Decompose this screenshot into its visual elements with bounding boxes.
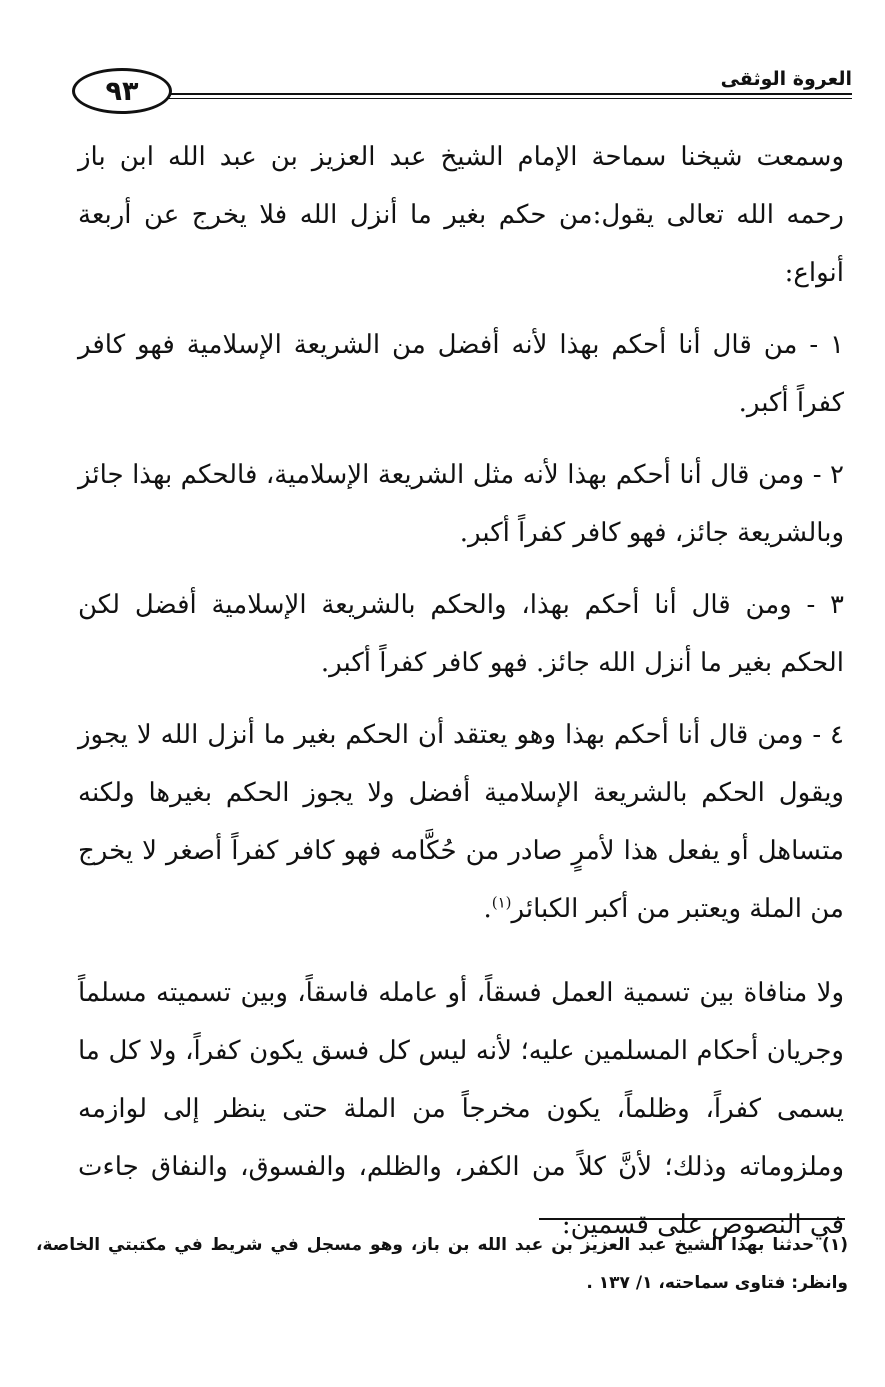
page-number: ٩٣ <box>72 68 172 114</box>
body-text <box>78 128 844 1254</box>
list-item-4-text: ٤ - ومن قال أنا أحكم بهذا وهو يعتقد أن الحكم بغير ما أنزل الله لا يجوز ويقول الحكم بالشريعة الإسلامية أفضل ولا يجوز الحكم بغيرها ولكنه متساهل أو يفعل هذا لأمرٍ صادر من حُكَّامه فهو كافر كفراً أصغر لا يخرج من الملة ويعتبر من أكبر الكبائر <box>78 720 844 924</box>
footnote-1: (١) حدثنا بهذا الشيخ عبد العزيز بن عبد الله بن باز، وهو مسجل في شريط في مكتبتي الخاصة، وانظر: فتاوى سماحته، ١/ ١٣٧ . <box>36 1235 848 1293</box>
list-item-1: ١ - من قال أنا أحكم بهذا لأنه أفضل من الشريعة الإسلامية فهو كافر كفراً أكبر. <box>78 330 844 418</box>
footnote-reference[interactable]: (١) <box>491 893 512 912</box>
footnote-divider <box>539 1218 845 1220</box>
intro-paragraph: وسمعت شيخنا سماحة الإمام الشيخ عبد العزيز بن عبد الله ابن باز رحمه الله تعالى يقول:من حكم بغير ما أنزل الله فلا يخرج عن أربعة أنواع: <box>78 142 844 288</box>
list-item-2: ٢ - ومن قال أنا أحكم بهذا لأنه مثل الشريعة الإسلامية، فالحكم بهذا جائز وبالشريعة جائز، فهو كافر كفراً أكبر. <box>78 460 844 548</box>
list-item-4-end: . <box>483 894 492 924</box>
page-header <box>72 62 852 122</box>
list-item-4 <box>78 706 844 938</box>
header-rule-thin <box>168 98 852 99</box>
list-item-3: ٣ - ومن قال أنا أحكم بهذا، والحكم بالشريعة الإسلامية أفضل لكن الحكم بغير ما أنزل الله جائز. فهو كافر كفراً أكبر. <box>78 590 844 678</box>
closing-paragraph: ولا منافاة بين تسمية العمل فسقاً، أو عامله فاسقاً، وبين تسميته مسلماً وجريان أحكام المسلمين عليه؛ لأنه ليس كل فسق يكون كفراً، ولا كل ما يسمى كفراً، وظلماً، يكون مخرجاً من الملة حتى ينظر إلى لوازمه وملزوماته وذلك؛ لأنَّ كلاً من الكفر، والظلم، والفسوق، والنفاق جاءت في النصوص على قسمين: <box>78 978 844 1240</box>
header-rule <box>168 93 852 95</box>
book-title: العروة الوثقى <box>720 68 852 90</box>
footnotes <box>36 1226 848 1302</box>
